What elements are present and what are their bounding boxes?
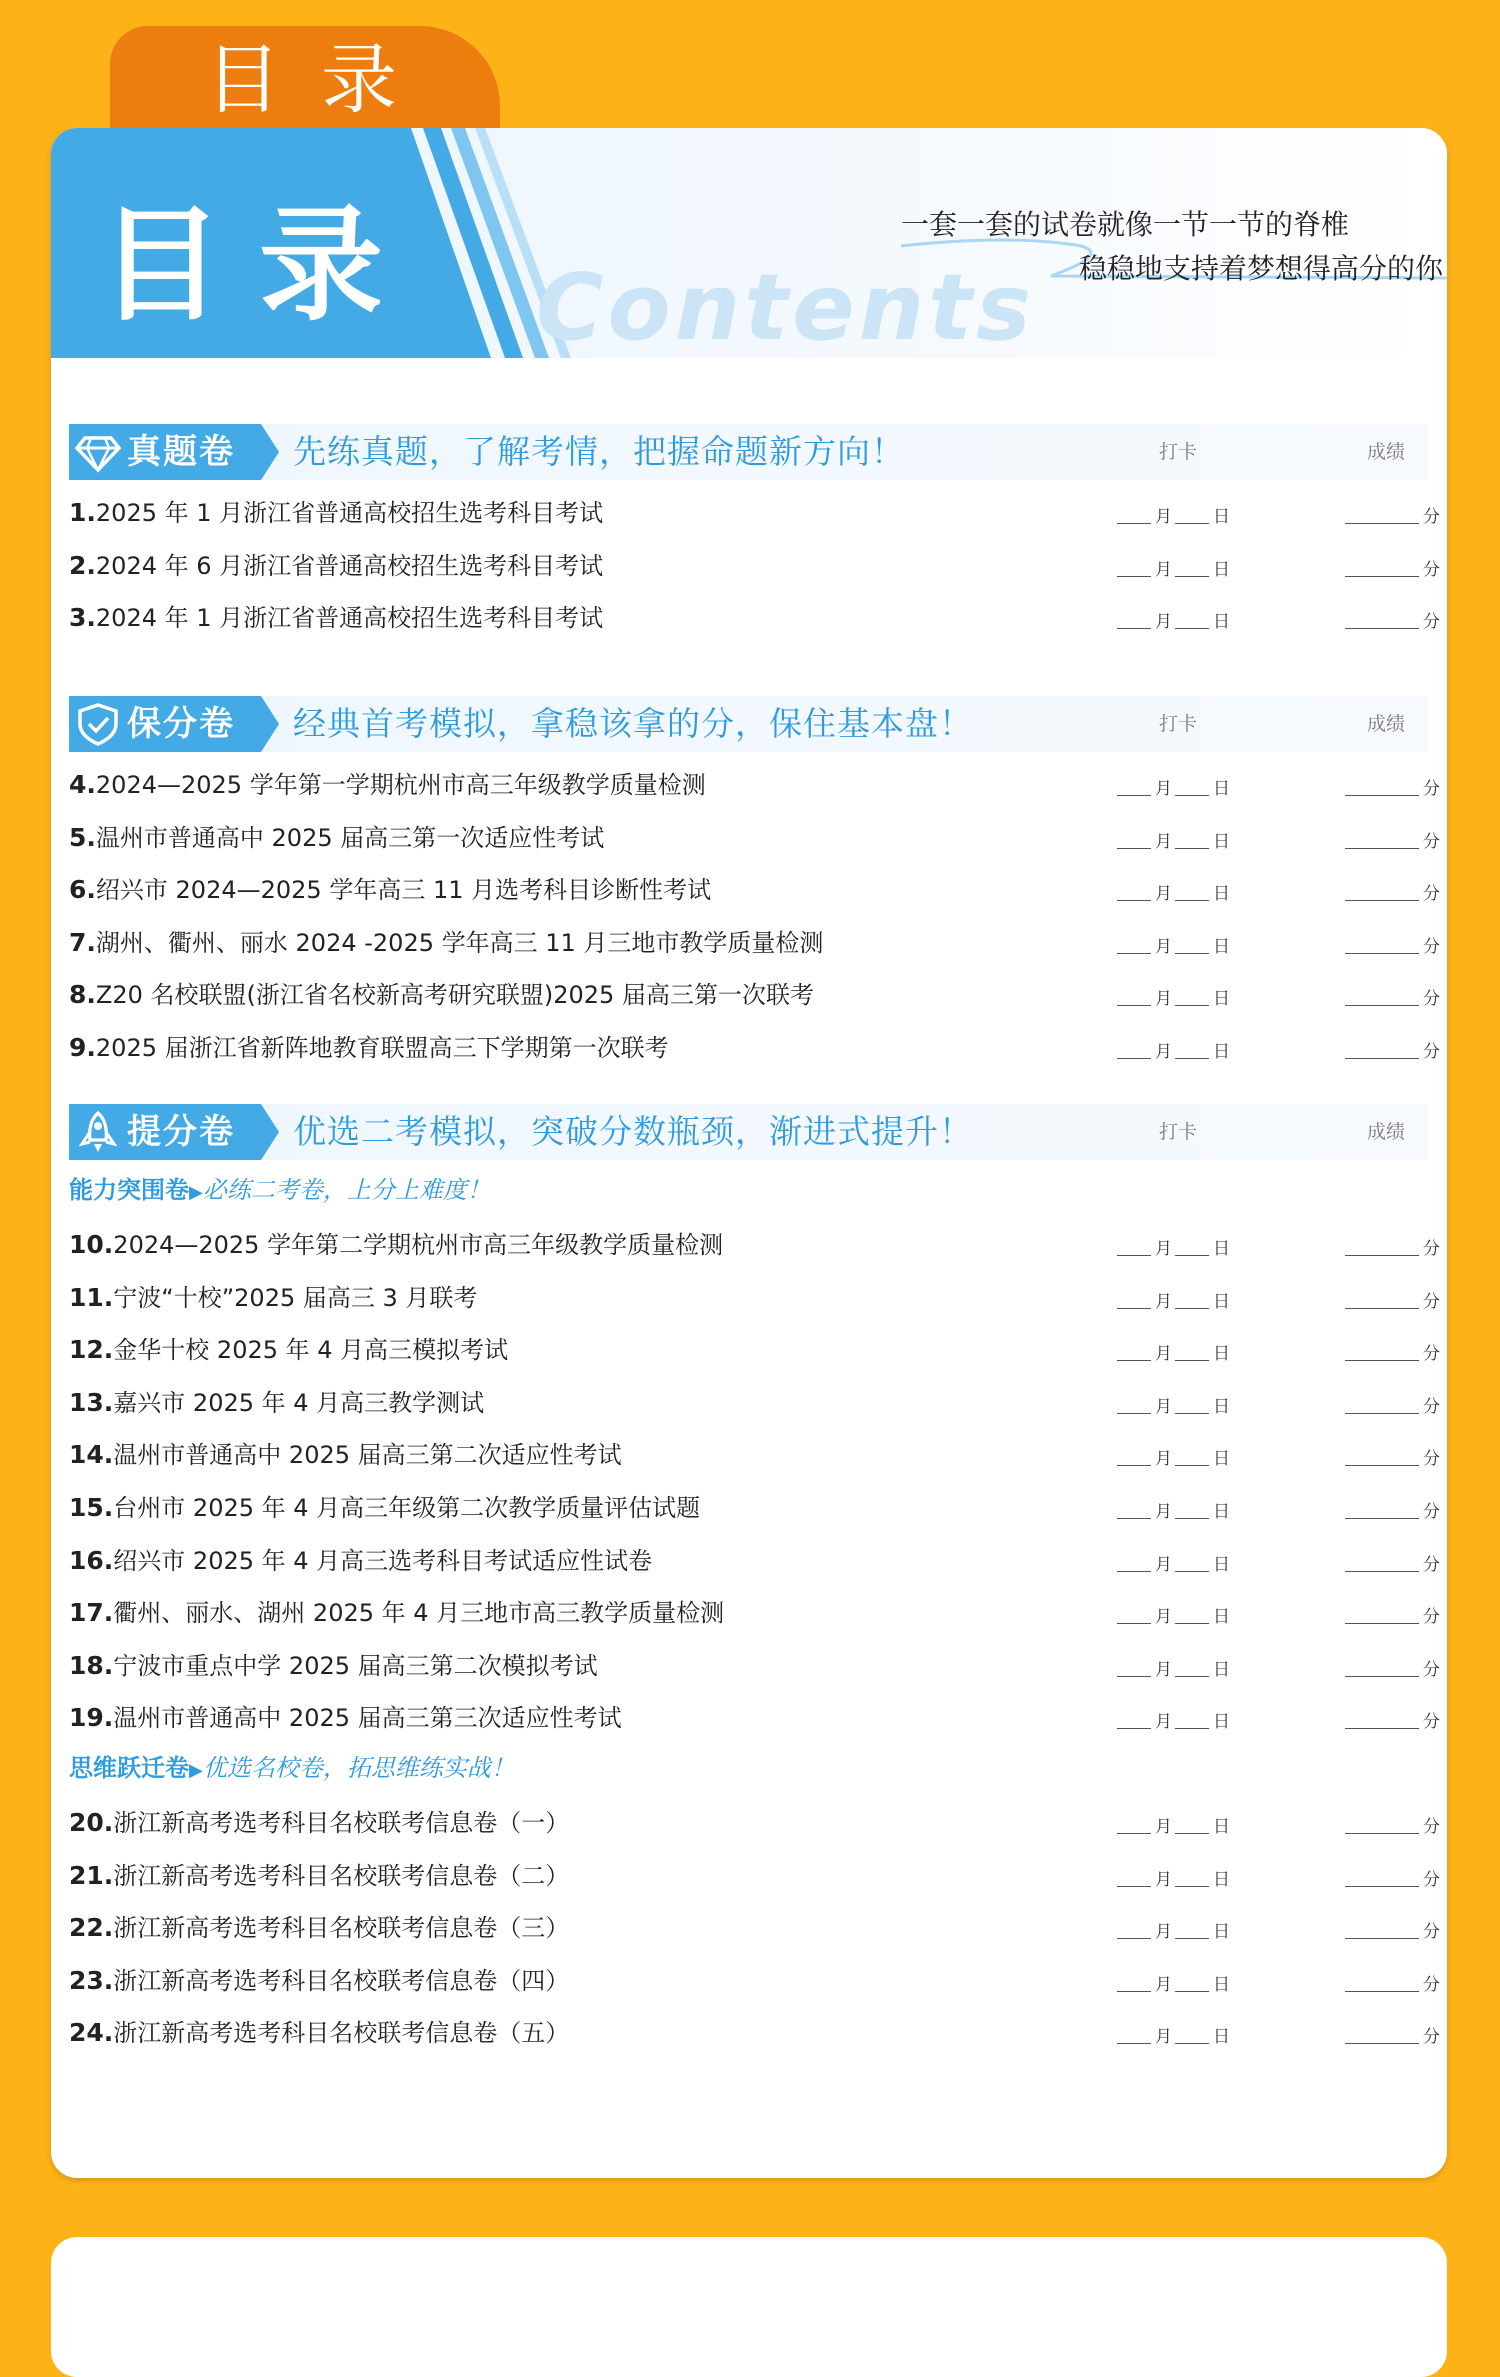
- month-label: 月: [1155, 1396, 1172, 1417]
- checkin-date-field[interactable]: [1117, 1707, 1247, 1733]
- arrow-icon: ▶: [189, 1182, 203, 1203]
- toc-item-title: 2024—2025 学年第一学期杭州市高三年级教学质量检测: [95, 771, 706, 799]
- score-unit-label: 分: [1423, 507, 1440, 527]
- day-label: 日: [1213, 1042, 1230, 1062]
- toc-item-title: 2025 年 1 月浙江省普通高校招生选考科目考试: [95, 499, 604, 527]
- checkin-date-field[interactable]: [1117, 774, 1247, 800]
- toc-item-text: [69, 1643, 598, 1689]
- toc-item-number: 21.: [69, 1860, 114, 1890]
- contents-watermark: Contents: [536, 254, 1035, 361]
- toc-item-number: 6.: [69, 875, 96, 905]
- column-checkin-header: 打卡: [1159, 1121, 1198, 1143]
- month-label: 月: [1155, 507, 1172, 527]
- score-unit-label: 分: [1423, 1817, 1440, 1837]
- score-field[interactable]: [1345, 555, 1445, 581]
- toc-item-title: Z20 名校联盟(浙江省名校新高考研究联盟)2025 届高三第一次联考: [95, 981, 814, 1010]
- toc-item[interactable]: [69, 1643, 1440, 1689]
- toc-item-text: [69, 2010, 569, 2056]
- day-label: 日: [1213, 1396, 1230, 1417]
- score-unit-label: 分: [1423, 1922, 1440, 1943]
- toc-item-title: 温州市普通高中 2025 届高三第一次适应性考试: [95, 823, 605, 852]
- score-unit-label: 分: [1423, 1607, 1440, 1628]
- checkin-date-field[interactable]: [1117, 1550, 1247, 1576]
- column-score-header: 成绩: [1367, 441, 1406, 463]
- score-field[interactable]: [1345, 879, 1445, 905]
- checkin-date-field[interactable]: [1117, 932, 1247, 958]
- toc-item[interactable]: [69, 1485, 1440, 1531]
- toc-item-text: [69, 972, 814, 1018]
- score-field[interactable]: [1345, 1037, 1445, 1063]
- score-unit-label: 分: [1423, 989, 1440, 1010]
- toc-item-text: [69, 815, 604, 861]
- day-label: 日: [1213, 1974, 1230, 1995]
- checkin-date-field[interactable]: [1117, 879, 1247, 905]
- score-field[interactable]: [1345, 1550, 1445, 1576]
- toc-item[interactable]: [69, 1905, 1440, 1951]
- toc-item-number: 16.: [69, 1545, 114, 1575]
- score-field[interactable]: [1345, 984, 1445, 1010]
- day-label: 日: [1213, 1239, 1230, 1259]
- checkin-date-field[interactable]: [1117, 1287, 1247, 1313]
- month-label: 月: [1155, 612, 1172, 633]
- toc-item-title: 金华十校 2025 年 4 月高三模拟考试: [113, 1336, 509, 1365]
- day-label: 日: [1213, 1291, 1230, 1312]
- toc-item-title: 浙江新高考选考科目名校联考信息卷（三）: [113, 1914, 570, 1943]
- subgroup-heading: [69, 1748, 515, 1788]
- day-label: 日: [1213, 1449, 1230, 1470]
- score-field[interactable]: [1345, 1392, 1445, 1418]
- score-unit-label: 分: [1423, 1291, 1440, 1312]
- section-slogan: 先练真题，了解考情，把握命题新方向！: [293, 432, 905, 471]
- toc-item-number: 7.: [69, 927, 96, 957]
- toc-item-number: 12.: [69, 1335, 114, 1365]
- toc-item-text: [69, 1025, 669, 1071]
- checkin-date-field[interactable]: [1117, 827, 1247, 853]
- month-label: 月: [1155, 1869, 1172, 1890]
- column-score-header: 成绩: [1367, 1121, 1406, 1143]
- day-label: 日: [1213, 936, 1230, 957]
- day-label: 日: [1213, 989, 1230, 1010]
- score-unit-label: 分: [1423, 612, 1440, 633]
- month-label: 月: [1155, 1239, 1172, 1259]
- day-label: 日: [1213, 612, 1230, 633]
- score-field[interactable]: [1345, 1444, 1445, 1470]
- subgroup-desc: 必练二考卷，上分上难度！: [202, 1176, 491, 1204]
- contents-header: [51, 128, 1447, 361]
- score-field[interactable]: [1345, 2022, 1445, 2048]
- toc-item-number: 23.: [69, 1965, 114, 1995]
- section-header: [69, 696, 1427, 752]
- toc-item-title: 2025 届浙江省新阵地教育联盟高三下学期第一次联考: [95, 1034, 669, 1062]
- score-unit-label: 分: [1423, 884, 1440, 905]
- toc-item[interactable]: [69, 972, 1440, 1018]
- month-label: 月: [1155, 1502, 1172, 1522]
- score-unit-label: 分: [1423, 1659, 1440, 1680]
- checkin-date-field[interactable]: [1117, 555, 1247, 581]
- toc-item-text: [69, 1590, 724, 1636]
- checkin-date-field[interactable]: [1117, 1602, 1247, 1628]
- motto-line-2: 稳稳地支持着梦想得高分的你: [1079, 252, 1444, 285]
- day-label: 日: [1213, 1712, 1230, 1733]
- toc-item-number: 18.: [69, 1650, 114, 1680]
- checkin-date-field[interactable]: [1117, 1037, 1247, 1063]
- month-label: 月: [1155, 1344, 1172, 1365]
- month-label: 月: [1155, 1291, 1172, 1312]
- day-label: 日: [1213, 1659, 1230, 1680]
- top-tab-title: 目录: [205, 35, 437, 124]
- toc-item-title: 温州市普通高中 2025 届高三第三次适应性考试: [113, 1704, 622, 1733]
- toc-item-text: [69, 1905, 569, 1951]
- checkin-date-field[interactable]: [1117, 1865, 1247, 1891]
- subgroup-name: 能力突围卷: [69, 1176, 189, 1204]
- toc-item-title: 浙江新高考选考科目名校联考信息卷（一）: [113, 1809, 570, 1837]
- arrow-icon: ▶: [189, 1760, 203, 1781]
- toc-item-title: 宁波“十校”2025 届高三 3 月联考: [113, 1283, 478, 1312]
- toc-item-title: 2024 年 6 月浙江省普通高校招生选考科目考试: [95, 551, 604, 580]
- score-field[interactable]: [1345, 607, 1445, 633]
- toc-item[interactable]: [69, 1275, 1440, 1321]
- toc-item-title: 绍兴市 2024—2025 学年高三 11 月选考科目诊断性考试: [95, 876, 712, 905]
- month-label: 月: [1155, 1607, 1172, 1628]
- toc-item-title: 宁波市重点中学 2025 届高三第二次模拟考试: [113, 1651, 598, 1680]
- toc-item[interactable]: [69, 1695, 1440, 1741]
- toc-item[interactable]: [69, 920, 1440, 966]
- checkin-date-field[interactable]: [1117, 1655, 1247, 1681]
- toc-item-text: [69, 762, 706, 808]
- toc-item-text: [69, 1222, 723, 1268]
- score-field[interactable]: [1345, 1655, 1445, 1681]
- toc-item[interactable]: [69, 867, 1440, 913]
- month-label: 月: [1155, 2027, 1172, 2048]
- month-label: 月: [1155, 1712, 1172, 1733]
- toc-item[interactable]: [69, 595, 1440, 641]
- column-checkin-header: 打卡: [1159, 441, 1198, 463]
- score-field[interactable]: [1345, 827, 1445, 853]
- score-unit-label: 分: [1423, 559, 1440, 580]
- toc-item[interactable]: [69, 1025, 1440, 1071]
- section-badge-label: 真题卷: [127, 432, 235, 472]
- subgroup-name: 思维跃迁卷: [69, 1754, 189, 1782]
- day-label: 日: [1213, 1817, 1230, 1837]
- month-label: 月: [1155, 1449, 1172, 1470]
- score-field[interactable]: [1345, 1812, 1445, 1838]
- toc-item[interactable]: [69, 1380, 1440, 1426]
- score-unit-label: 分: [1423, 779, 1440, 799]
- toc-item[interactable]: [69, 1853, 1440, 1899]
- toc-item-number: 3.: [69, 603, 96, 633]
- score-unit-label: 分: [1423, 1449, 1440, 1470]
- toc-item-title: 浙江新高考选考科目名校联考信息卷（五）: [113, 2019, 570, 2048]
- toc-item[interactable]: [69, 1432, 1440, 1478]
- toc-item-text: [69, 1800, 569, 1846]
- toc-item-text: [69, 1485, 700, 1531]
- diamond-icon: [75, 430, 121, 474]
- month-label: 月: [1155, 1922, 1172, 1943]
- toc-item-title: 2024 年 1 月浙江省普通高校招生选考科目考试: [95, 604, 604, 633]
- toc-item-number: 5.: [69, 822, 96, 852]
- month-label: 月: [1155, 1659, 1172, 1680]
- toc-item-number: 13.: [69, 1387, 114, 1417]
- month-label: 月: [1155, 1554, 1172, 1575]
- checkin-date-field[interactable]: [1117, 1497, 1247, 1523]
- toc-item[interactable]: [69, 1327, 1440, 1373]
- toc-item[interactable]: [69, 815, 1440, 861]
- toc-item-text: [69, 1380, 484, 1426]
- section-header: [69, 424, 1427, 480]
- score-unit-label: 分: [1423, 1974, 1440, 1995]
- toc-item-text: [69, 1432, 622, 1478]
- rocket-icon: [75, 1110, 121, 1154]
- score-unit-label: 分: [1423, 1239, 1440, 1259]
- score-field[interactable]: [1345, 1865, 1445, 1891]
- toc-item-number: 24.: [69, 2018, 114, 2048]
- toc-item-number: 2.: [69, 550, 96, 580]
- score-unit-label: 分: [1423, 1712, 1440, 1733]
- toc-item-text: [69, 1958, 569, 2004]
- checkin-date-field[interactable]: [1117, 607, 1247, 633]
- toc-item[interactable]: [69, 1958, 1440, 2004]
- toc-item-number: 20.: [69, 1808, 114, 1837]
- toc-item-title: 绍兴市 2025 年 4 月高三选考科目考试适应性试卷: [113, 1546, 653, 1575]
- toc-item-text: [69, 543, 603, 589]
- header-title: 目录: [99, 194, 420, 338]
- toc-item-title: 台州市 2025 年 4 月高三年级第二次教学质量评估试题: [113, 1494, 701, 1522]
- month-label: 月: [1155, 884, 1172, 905]
- toc-item[interactable]: [69, 2010, 1440, 2056]
- toc-item-number: 11.: [69, 1282, 114, 1312]
- day-label: 日: [1213, 1502, 1230, 1522]
- toc-item-number: 19.: [69, 1703, 114, 1733]
- toc-item-title: 2024—2025 学年第二学期杭州市高三年级教学质量检测: [113, 1231, 724, 1259]
- score-unit-label: 分: [1423, 2027, 1440, 2048]
- toc-item-text: [69, 1853, 569, 1899]
- toc-item-text: [69, 490, 603, 536]
- checkin-date-field[interactable]: [1117, 502, 1247, 528]
- score-unit-label: 分: [1423, 831, 1440, 852]
- day-label: 日: [1213, 1869, 1230, 1890]
- score-field[interactable]: [1345, 774, 1445, 800]
- toc-item-number: 10.: [69, 1230, 114, 1259]
- day-label: 日: [1213, 779, 1230, 799]
- toc-item-number: 1.: [69, 498, 96, 527]
- toc-item-text: [69, 1695, 622, 1741]
- score-field[interactable]: [1345, 1602, 1445, 1628]
- score-field[interactable]: [1345, 1339, 1445, 1365]
- checkin-date-field[interactable]: [1117, 1234, 1247, 1260]
- column-score-header: 成绩: [1367, 713, 1406, 735]
- score-unit-label: 分: [1423, 1869, 1440, 1890]
- toc-item[interactable]: [69, 1538, 1440, 1584]
- shield-icon: [75, 702, 121, 746]
- score-field[interactable]: [1345, 1287, 1445, 1313]
- toc-item-number: 9.: [69, 1033, 96, 1062]
- month-label: 月: [1155, 989, 1172, 1010]
- checkin-date-field[interactable]: [1117, 1339, 1247, 1365]
- toc-item-number: 22.: [69, 1913, 114, 1943]
- score-field[interactable]: [1345, 1234, 1445, 1260]
- toc-item-number: 8.: [69, 980, 96, 1010]
- subgroup-heading: [69, 1170, 491, 1210]
- day-label: 日: [1213, 1344, 1230, 1365]
- column-checkin-header: 打卡: [1159, 713, 1198, 735]
- toc-item-title: 湖州、衢州、丽水 2024 -2025 学年高三 11 月三地市教学质量检测: [95, 928, 824, 957]
- score-unit-label: 分: [1423, 1396, 1440, 1417]
- toc-item[interactable]: [69, 490, 1440, 536]
- day-label: 日: [1213, 884, 1230, 905]
- toc-item-text: [69, 1538, 652, 1584]
- day-label: 日: [1213, 559, 1230, 580]
- day-label: 日: [1213, 2027, 1230, 2048]
- score-field[interactable]: [1345, 1970, 1445, 1996]
- toc-item[interactable]: [69, 1800, 1440, 1846]
- section-header: [69, 1104, 1427, 1160]
- score-unit-label: 分: [1423, 1344, 1440, 1365]
- score-field[interactable]: [1345, 1707, 1445, 1733]
- toc-item-title: 衢州、丽水、湖州 2025 年 4 月三地市高三教学质量检测: [113, 1599, 725, 1628]
- toc-item[interactable]: [69, 1222, 1440, 1268]
- subgroup-desc: 优选名校卷，拓思维练实战！: [202, 1754, 515, 1782]
- section-slogan: 经典首考模拟，拿稳该拿的分，保住基本盘！: [293, 704, 973, 743]
- day-label: 日: [1213, 1554, 1230, 1575]
- day-label: 日: [1213, 831, 1230, 852]
- month-label: 月: [1155, 831, 1172, 852]
- month-label: 月: [1155, 779, 1172, 799]
- toc-item[interactable]: [69, 762, 1440, 808]
- score-unit-label: 分: [1423, 1042, 1440, 1062]
- checkin-date-field[interactable]: [1117, 1444, 1247, 1470]
- motto-line-1: 一套一套的试卷就像一节一节的脊椎: [901, 208, 1350, 241]
- checkin-date-field[interactable]: [1117, 1970, 1247, 1996]
- toc-item-title: 浙江新高考选考科目名校联考信息卷（四）: [113, 1966, 570, 1995]
- score-field[interactable]: [1345, 1497, 1445, 1523]
- score-field[interactable]: [1345, 502, 1445, 528]
- checkin-date-field[interactable]: [1117, 984, 1247, 1010]
- score-field[interactable]: [1345, 1917, 1445, 1943]
- month-label: 月: [1155, 936, 1172, 957]
- toc-item-number: 4.: [69, 770, 96, 799]
- toc-item-title: 浙江新高考选考科目名校联考信息卷（二）: [113, 1861, 570, 1890]
- day-label: 日: [1213, 1922, 1230, 1943]
- toc-item-text: [69, 920, 823, 966]
- contents-card: [51, 128, 1447, 2178]
- score-unit-label: 分: [1423, 1554, 1440, 1575]
- toc-item-text: [69, 1275, 477, 1321]
- toc-item-number: 14.: [69, 1440, 114, 1470]
- score-unit-label: 分: [1423, 1502, 1440, 1522]
- checkin-date-field[interactable]: [1117, 1392, 1247, 1418]
- section-slogan: 优选二考模拟，突破分数瓶颈，渐进式提升！: [293, 1112, 973, 1151]
- day-label: 日: [1213, 507, 1230, 527]
- toc-item-text: [69, 1327, 508, 1373]
- toc-item-number: 17.: [69, 1598, 114, 1628]
- toc-item-title: 嘉兴市 2025 年 4 月高三教学测试: [113, 1388, 485, 1417]
- next-card: [51, 2237, 1447, 2377]
- toc-item-text: [69, 867, 711, 913]
- day-label: 日: [1213, 1607, 1230, 1628]
- month-label: 月: [1155, 559, 1172, 580]
- toc-item-text: [69, 595, 603, 641]
- toc-item[interactable]: [69, 543, 1440, 589]
- month-label: 月: [1155, 1817, 1172, 1837]
- toc-item[interactable]: [69, 1590, 1440, 1636]
- section-badge-label: 保分卷: [127, 704, 235, 744]
- month-label: 月: [1155, 1042, 1172, 1062]
- toc-item-title: 温州市普通高中 2025 届高三第二次适应性考试: [113, 1441, 622, 1470]
- checkin-date-field[interactable]: [1117, 1812, 1247, 1838]
- score-field[interactable]: [1345, 932, 1445, 958]
- checkin-date-field[interactable]: [1117, 2022, 1247, 2048]
- toc-item-number: 15.: [69, 1493, 114, 1522]
- month-label: 月: [1155, 1974, 1172, 1995]
- checkin-date-field[interactable]: [1117, 1917, 1247, 1943]
- section-badge-label: 提分卷: [127, 1112, 235, 1152]
- score-unit-label: 分: [1423, 936, 1440, 957]
